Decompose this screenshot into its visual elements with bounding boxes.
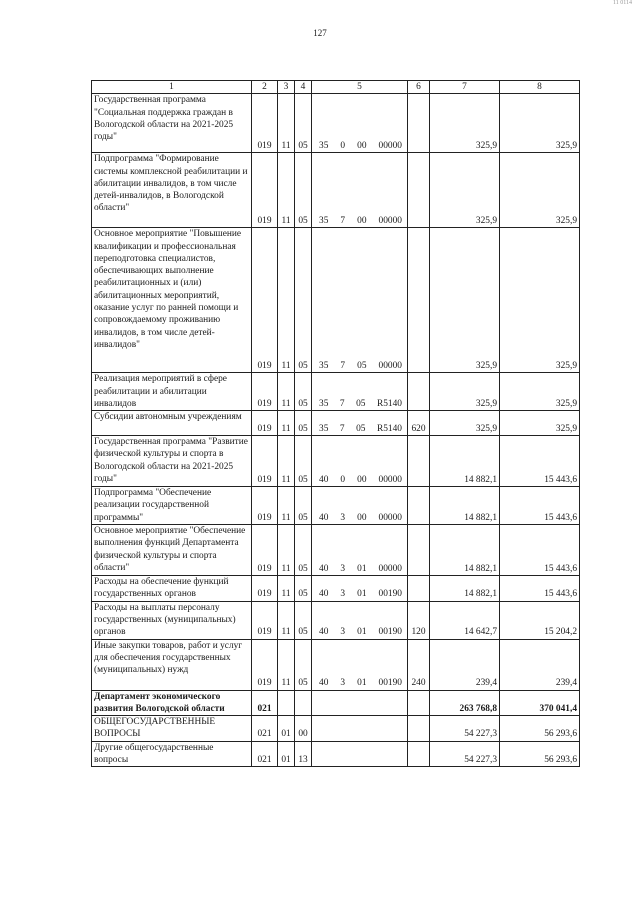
target-article-code bbox=[312, 94, 408, 153]
target-subprogram: 7 bbox=[339, 398, 345, 409]
target-event: 00 bbox=[357, 141, 367, 151]
target-event: 01 bbox=[357, 627, 367, 638]
amount-year-1: 325,9 bbox=[430, 373, 500, 411]
table-row bbox=[92, 690, 580, 716]
expense-type-code bbox=[408, 741, 430, 767]
target-subprogram: 0 bbox=[340, 141, 346, 151]
target-program: 35 bbox=[319, 398, 329, 409]
target-event: 05 bbox=[356, 423, 366, 434]
amount-year-2: 56 293,6 bbox=[500, 741, 580, 767]
target-subprogram: 7 bbox=[340, 216, 346, 226]
target-subprogram: 3 bbox=[340, 589, 346, 600]
target-direction: 00000 bbox=[378, 563, 402, 574]
expense-type-code: 620 bbox=[408, 411, 430, 436]
expense-type-code bbox=[408, 94, 430, 153]
target-article-code bbox=[312, 411, 408, 436]
amount-year-1: 325,9 bbox=[430, 153, 500, 228]
amount-year-1: 14 882,1 bbox=[430, 487, 500, 525]
grbs-code: 019 bbox=[252, 228, 278, 373]
amount-year-1: 325,9 bbox=[430, 228, 500, 373]
amount-year-1: 54 227,3 bbox=[430, 741, 500, 767]
subsection-code: 05 bbox=[295, 436, 312, 487]
target-event: 00 bbox=[357, 512, 367, 523]
row-name: Основное мероприятие "Обеспечение выполнения функций Департамента физической культуры и спорта области" bbox=[92, 525, 252, 576]
target-subprogram: 3 bbox=[340, 627, 346, 638]
expense-type-code bbox=[408, 716, 430, 742]
target-event: 05 bbox=[357, 361, 367, 371]
target-article-code bbox=[312, 436, 408, 487]
expense-type-code bbox=[408, 153, 430, 228]
subsection-code: 05 bbox=[295, 639, 312, 690]
target-program: 40 bbox=[319, 512, 329, 523]
target-direction: 00000 bbox=[378, 141, 402, 151]
target-article-code bbox=[312, 690, 408, 716]
target-article-code bbox=[312, 153, 408, 228]
target-direction: 00190 bbox=[378, 589, 402, 600]
amount-year-1: 263 768,8 bbox=[430, 690, 500, 716]
target-direction: 00000 bbox=[378, 474, 402, 485]
target-direction: 00190 bbox=[378, 627, 402, 638]
expense-type-code bbox=[408, 576, 430, 602]
header-row bbox=[92, 81, 580, 94]
section-code: 11 bbox=[278, 153, 295, 228]
header-cell: 1 bbox=[92, 81, 252, 94]
page-number: 127 bbox=[313, 28, 327, 38]
row-name: Расходы на выплаты персоналу государственных (муниципальных) органов bbox=[92, 601, 252, 639]
grbs-code: 019 bbox=[252, 487, 278, 525]
grbs-code: 019 bbox=[252, 436, 278, 487]
target-program: 35 bbox=[319, 141, 329, 151]
section-code: 11 bbox=[278, 525, 295, 576]
amount-year-1: 14 882,1 bbox=[430, 436, 500, 487]
amount-year-1: 14 642,7 bbox=[430, 601, 500, 639]
expense-type-code bbox=[408, 690, 430, 716]
subsection-code: 05 bbox=[295, 228, 312, 373]
subsection-code: 05 bbox=[295, 373, 312, 411]
section-code: 11 bbox=[278, 228, 295, 373]
grbs-code: 019 bbox=[252, 153, 278, 228]
subsection-code: 05 bbox=[295, 525, 312, 576]
row-name: Департамент экономического развития Вологодской области bbox=[92, 690, 252, 716]
target-program: 35 bbox=[319, 423, 329, 434]
target-subprogram: 3 bbox=[340, 512, 346, 523]
section-code bbox=[278, 690, 295, 716]
target-article-code bbox=[312, 228, 408, 373]
row-name: Другие общегосударственные вопросы bbox=[92, 741, 252, 767]
grbs-code: 019 bbox=[252, 601, 278, 639]
table-row bbox=[92, 639, 580, 690]
section-code: 11 bbox=[278, 373, 295, 411]
table-row bbox=[92, 576, 580, 602]
target-article-code bbox=[312, 576, 408, 602]
amount-year-2: 325,9 bbox=[500, 373, 580, 411]
table-row bbox=[92, 373, 580, 411]
section-code: 11 bbox=[278, 94, 295, 153]
expense-type-code bbox=[408, 487, 430, 525]
table-row bbox=[92, 94, 580, 153]
section-code: 11 bbox=[278, 436, 295, 487]
row-name: Субсидии автономным учреждениям bbox=[92, 411, 252, 436]
amount-year-2: 15 443,6 bbox=[500, 487, 580, 525]
grbs-code: 019 bbox=[252, 525, 278, 576]
target-direction: 00000 bbox=[378, 361, 402, 371]
target-direction: 00190 bbox=[378, 678, 402, 689]
subsection-code: 05 bbox=[295, 153, 312, 228]
amount-year-2: 370 041,4 bbox=[500, 690, 580, 716]
target-article-code bbox=[312, 601, 408, 639]
amount-year-2: 325,9 bbox=[500, 94, 580, 153]
target-direction: 00000 bbox=[378, 512, 402, 523]
subsection-code: 05 bbox=[295, 94, 312, 153]
target-subprogram: 7 bbox=[340, 361, 346, 371]
target-article-code bbox=[312, 741, 408, 767]
table-row bbox=[92, 487, 580, 525]
row-name: Реализация мероприятий в сфере реабилитации и абилитации инвалидов bbox=[92, 373, 252, 411]
target-event: 00 bbox=[357, 216, 367, 226]
target-subprogram: 7 bbox=[339, 423, 345, 434]
grbs-code: 021 bbox=[252, 741, 278, 767]
table-row bbox=[92, 153, 580, 228]
header-cell: 5 bbox=[312, 81, 408, 94]
amount-year-2: 239,4 bbox=[500, 639, 580, 690]
amount-year-2: 325,9 bbox=[500, 228, 580, 373]
grbs-code: 021 bbox=[252, 690, 278, 716]
target-program: 40 bbox=[319, 678, 329, 689]
amount-year-2: 15 443,6 bbox=[500, 525, 580, 576]
grbs-code: 019 bbox=[252, 373, 278, 411]
header-cell: 7 bbox=[430, 81, 500, 94]
table-row bbox=[92, 741, 580, 767]
row-name: Подпрограмма "Обеспечение реализации государственной программы" bbox=[92, 487, 252, 525]
table-row bbox=[92, 228, 580, 373]
row-name: Государственная программа "Социальная поддержка граждан в Вологодской области на 2021-2025 годы" bbox=[92, 94, 252, 153]
section-code: 01 bbox=[278, 741, 295, 767]
target-direction: 00000 bbox=[378, 216, 402, 226]
target-event: 01 bbox=[357, 563, 367, 574]
grbs-code: 019 bbox=[252, 94, 278, 153]
row-name: Государственная программа "Развитие физической культуры и спорта в Вологодской области на 2021-2025 годы" bbox=[92, 436, 252, 487]
table-row bbox=[92, 411, 580, 436]
row-name: Расходы на обеспечение функций государственных органов bbox=[92, 576, 252, 602]
target-article-code bbox=[312, 639, 408, 690]
subsection-code bbox=[295, 690, 312, 716]
header-cell: 4 bbox=[295, 81, 312, 94]
target-direction: R5140 bbox=[376, 398, 402, 409]
row-name: Подпрограмма "Формирование системы комплексной реабилитации и абилитации инвалидов, в том числе детей-инвалидов, в Вологодской области" bbox=[92, 153, 252, 228]
header-cell: 6 bbox=[408, 81, 430, 94]
section-code: 01 bbox=[278, 716, 295, 742]
target-event: 05 bbox=[356, 398, 366, 409]
target-article-code bbox=[312, 487, 408, 525]
target-direction: R5140 bbox=[376, 423, 402, 434]
target-program: 40 bbox=[319, 589, 329, 600]
target-subprogram: 0 bbox=[340, 474, 346, 485]
table-row bbox=[92, 601, 580, 639]
budget-table bbox=[91, 80, 580, 767]
grbs-code: 019 bbox=[252, 639, 278, 690]
section-code: 11 bbox=[278, 411, 295, 436]
target-article-code bbox=[312, 716, 408, 742]
subsection-code: 13 bbox=[295, 741, 312, 767]
section-code: 11 bbox=[278, 639, 295, 690]
target-program: 40 bbox=[319, 563, 329, 574]
target-event: 01 bbox=[357, 589, 367, 600]
target-event: 00 bbox=[357, 474, 367, 485]
expense-type-code bbox=[408, 436, 430, 487]
grbs-code: 021 bbox=[252, 716, 278, 742]
row-name: Основное мероприятие "Повышение квалификации и профессиональная переподготовка специалистов, обеспечивающих выполнение реабилитационных и (или) абилитационных мероприятий, оказание услуг по ранней помощи и сопровождаемому проживанию инвалидов, в том числе детей-инвалидов" bbox=[92, 228, 252, 373]
corner-mark: 11 0114 bbox=[612, 0, 632, 6]
header-cell: 2 bbox=[252, 81, 278, 94]
section-code: 11 bbox=[278, 487, 295, 525]
target-subprogram: 3 bbox=[340, 563, 346, 574]
subsection-code: 05 bbox=[295, 601, 312, 639]
target-program: 35 bbox=[319, 361, 329, 371]
table-row bbox=[92, 716, 580, 742]
table-row bbox=[92, 525, 580, 576]
expense-type-code bbox=[408, 228, 430, 373]
amount-year-2: 325,9 bbox=[500, 411, 580, 436]
expense-type-code: 120 bbox=[408, 601, 430, 639]
target-program: 40 bbox=[319, 474, 329, 485]
subsection-code: 05 bbox=[295, 487, 312, 525]
section-code: 11 bbox=[278, 576, 295, 602]
amount-year-1: 54 227,3 bbox=[430, 716, 500, 742]
amount-year-1: 14 882,1 bbox=[430, 576, 500, 602]
target-program: 40 bbox=[319, 627, 329, 638]
amount-year-2: 15 204,2 bbox=[500, 601, 580, 639]
table-row bbox=[92, 436, 580, 487]
amount-year-1: 239,4 bbox=[430, 639, 500, 690]
target-article-code bbox=[312, 525, 408, 576]
target-subprogram: 3 bbox=[340, 678, 346, 689]
amount-year-1: 325,9 bbox=[430, 94, 500, 153]
table-body bbox=[92, 81, 580, 767]
row-name: Иные закупки товаров, работ и услуг для обеспечения государственных (муниципальных) нужд bbox=[92, 639, 252, 690]
target-program: 35 bbox=[319, 216, 329, 226]
target-article-code bbox=[312, 373, 408, 411]
amount-year-2: 15 443,6 bbox=[500, 436, 580, 487]
amount-year-2: 325,9 bbox=[500, 153, 580, 228]
grbs-code: 019 bbox=[252, 411, 278, 436]
amount-year-1: 325,9 bbox=[430, 411, 500, 436]
row-name: ОБЩЕГОСУДАРСТВЕННЫЕ ВОПРОСЫ bbox=[92, 716, 252, 742]
expense-type-code: 240 bbox=[408, 639, 430, 690]
amount-year-2: 56 293,6 bbox=[500, 716, 580, 742]
section-code: 11 bbox=[278, 601, 295, 639]
target-event: 01 bbox=[357, 678, 367, 689]
subsection-code: 05 bbox=[295, 576, 312, 602]
expense-type-code bbox=[408, 373, 430, 411]
amount-year-1: 14 882,1 bbox=[430, 525, 500, 576]
subsection-code: 00 bbox=[295, 716, 312, 742]
header-cell: 8 bbox=[500, 81, 580, 94]
expense-type-code bbox=[408, 525, 430, 576]
amount-year-2: 15 443,6 bbox=[500, 576, 580, 602]
subsection-code: 05 bbox=[295, 411, 312, 436]
grbs-code: 019 bbox=[252, 576, 278, 602]
header-cell: 3 bbox=[278, 81, 295, 94]
